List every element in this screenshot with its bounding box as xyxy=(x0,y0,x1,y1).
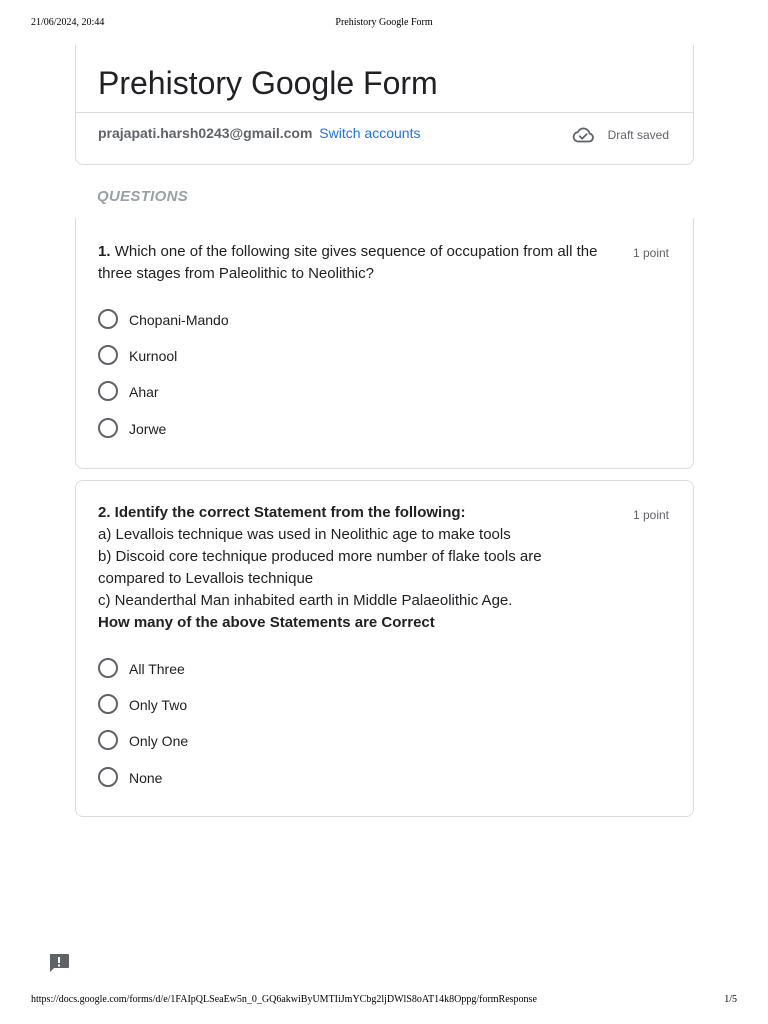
option-label: Jorwe xyxy=(129,421,167,437)
question-text-line2: three stages from Paleolithic to Neolithic? xyxy=(98,265,374,282)
question-points: 1 point xyxy=(632,508,669,522)
option-label: Chopani-Mando xyxy=(129,312,229,328)
radio-button[interactable] xyxy=(98,694,118,714)
option-kurnool[interactable] xyxy=(98,345,498,367)
question-card-2 xyxy=(75,480,694,817)
option-jorwe[interactable] xyxy=(98,418,498,440)
print-page-title: Prehistory Google Form xyxy=(335,17,433,28)
option-label: All Three xyxy=(129,661,185,677)
radio-button[interactable] xyxy=(98,730,118,750)
header-divider xyxy=(76,112,693,113)
form-title: Prehistory Google Form xyxy=(98,65,438,101)
option-label: Only Two xyxy=(129,697,188,713)
form-header-card xyxy=(75,45,694,165)
print-header xyxy=(0,17,768,31)
option-chopani-mando[interactable] xyxy=(98,309,498,331)
question-points: 1 point xyxy=(632,246,669,260)
option-only-two[interactable] xyxy=(98,694,498,716)
statement-a: a) Levallois technique was used in Neolithic age to make tools xyxy=(98,526,511,543)
account-email: prajapati.harsh0243@gmail.com xyxy=(98,125,313,141)
question-closing: How many of the above Statements are Correct xyxy=(98,614,435,631)
statement-b: b) Discoid core technique produced more number of flake tools are xyxy=(98,548,542,565)
print-datetime: 21/06/2024, 20:44 xyxy=(31,17,105,28)
option-label: None xyxy=(129,770,163,786)
option-ahar[interactable] xyxy=(98,381,498,403)
switch-accounts-link[interactable]: Switch accounts xyxy=(319,125,421,141)
print-url: https://docs.google.com/forms/d/e/1FAIpQLSeaEw5n_0_GQ6akwiByUMTIiJmYCbg2ljDWlS8oAT14k8Oppg/formResponse xyxy=(31,994,537,1005)
question-text xyxy=(98,241,628,285)
option-label: Kurnool xyxy=(129,348,178,364)
question-heading: 2. Identify the correct Statement from the following: xyxy=(98,504,466,521)
option-only-one[interactable] xyxy=(98,730,498,752)
radio-button[interactable] xyxy=(98,658,118,678)
question-card-1 xyxy=(75,218,694,469)
statement-b-continued: compared to Levallois technique xyxy=(98,570,314,587)
radio-button[interactable] xyxy=(98,767,118,787)
draft-status: Draft saved xyxy=(607,128,669,142)
option-all-three[interactable] xyxy=(98,658,498,680)
question-number: 1. xyxy=(98,243,111,260)
print-page-number: 1/5 xyxy=(724,994,737,1005)
radio-button[interactable] xyxy=(98,309,118,329)
question-text-line1: Which one of the following site gives sequence of occupation from all the xyxy=(114,243,598,260)
radio-button[interactable] xyxy=(98,345,118,365)
radio-button[interactable] xyxy=(98,381,118,401)
section-label: QUESTIONS xyxy=(97,188,189,205)
print-footer xyxy=(0,994,768,1008)
cloud-check-icon xyxy=(571,125,595,145)
option-none[interactable] xyxy=(98,767,498,789)
question-text xyxy=(98,502,628,634)
account-row xyxy=(98,124,420,142)
radio-button[interactable] xyxy=(98,418,118,438)
feedback-icon[interactable] xyxy=(48,953,70,973)
option-label: Ahar xyxy=(129,384,159,400)
option-label: Only One xyxy=(129,733,189,749)
statement-c: c) Neanderthal Man inhabited earth in Middle Palaeolithic Age. xyxy=(98,592,513,609)
